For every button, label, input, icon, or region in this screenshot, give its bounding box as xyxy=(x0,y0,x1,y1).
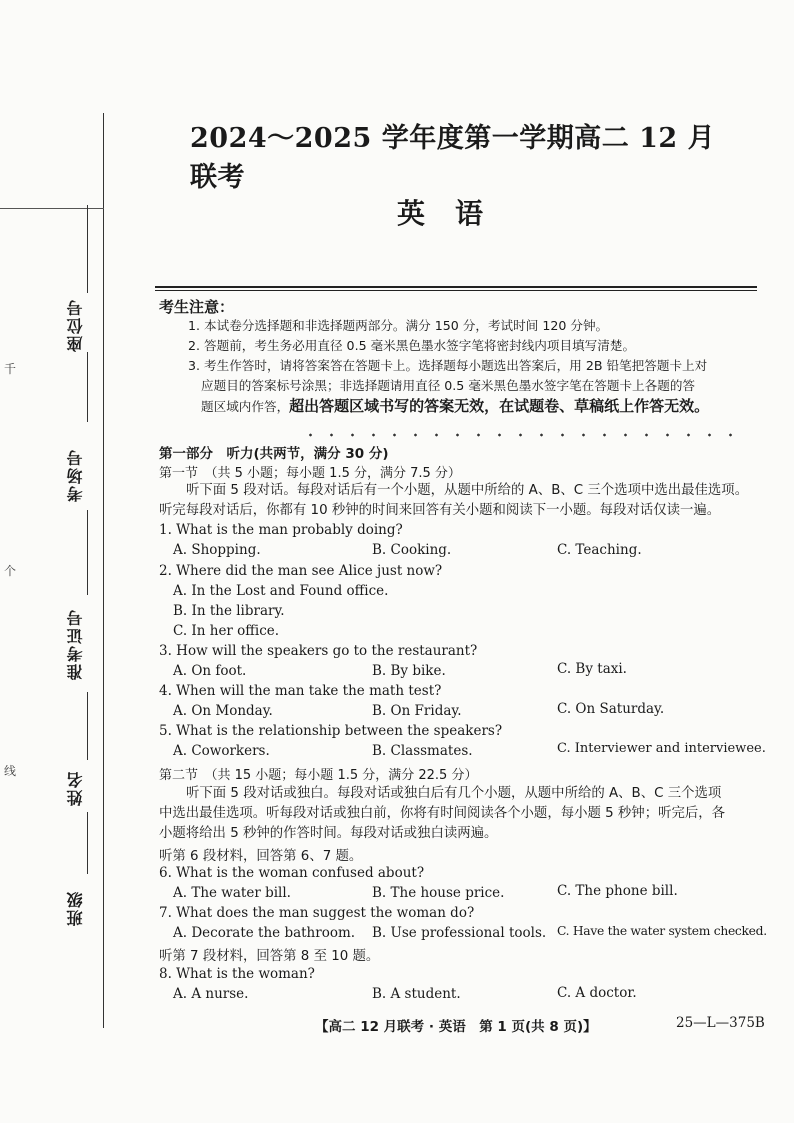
notice-heading: 考生注意： xyxy=(159,298,235,316)
section2-instruction-3: 小题将给出 5 秒钟的作答时间。每段对话或独白读两遍。 xyxy=(159,826,498,841)
field-class: 班级 xyxy=(66,890,85,926)
notice-item-3-end xyxy=(201,396,709,417)
section1-heading: 第一节 （共 5 小题；每小题 1.5 分，满分 7.5 分） xyxy=(159,466,461,481)
q1-stem: 1. What is the man probably doing? xyxy=(159,522,403,538)
q3-option-b: B. By bike. xyxy=(372,663,446,679)
edge-mark-3: 线 xyxy=(4,764,17,778)
edge-mark-1: 千 xyxy=(4,362,17,376)
paper-code: 25—L—375B xyxy=(676,1015,765,1031)
q5-option-c: C. Interviewer and interviewee. xyxy=(557,741,766,756)
q7-option-b: B. Use professional tools. xyxy=(372,925,547,941)
q8-option-b: B. A student. xyxy=(372,986,461,1002)
material-7-label: 听第 7 段材料，回答第 8 至 10 题。 xyxy=(159,949,380,964)
section1-instruction-2: 听完每段对话后，你都有 10 秒钟的时间来回答有关小题和阅读下一小题。每段对话仅读一遍。 xyxy=(159,503,721,518)
q4-stem: 4. When will the man take the math test? xyxy=(159,683,442,699)
notice-item-1: 1. 本试卷分选择题和非选择题两部分。满分 150 分，考试时间 120 分钟。 xyxy=(188,318,609,333)
field-room-number-line xyxy=(87,510,88,595)
field-seat-number-line-lower xyxy=(87,352,88,422)
edge-mark-2: 个 xyxy=(4,564,17,578)
field-name-line xyxy=(87,812,88,874)
q4-option-b: B. On Friday. xyxy=(372,703,462,719)
q1-option-b: B. Cooking. xyxy=(372,542,452,558)
page-footer: 【高二 12 月联考 · 英语 第 1 页(共 8 页)】 xyxy=(315,1019,597,1035)
q2-option-b: B. In the library. xyxy=(173,603,285,619)
section1-instruction-1: 听下面 5 段对话。每段对话后有一个小题，从题中所给的 A、B、C 三个选项中选出最佳选项。 xyxy=(186,483,749,498)
q5-option-b: B. Classmates. xyxy=(372,743,473,759)
q6-option-a: A. The water bill. xyxy=(173,885,291,901)
q7-stem: 7. What does the man suggest the woman do? xyxy=(159,905,475,921)
q5-stem: 5. What is the relationship between the speakers? xyxy=(159,723,503,739)
field-exam-id-line xyxy=(87,692,88,760)
binding-top-line xyxy=(0,208,104,209)
emphasis-dots xyxy=(300,433,740,437)
q7-option-a: A. Decorate the bathroom. xyxy=(173,925,356,941)
header-rule-thick xyxy=(155,286,757,288)
q8-option-c: C. A doctor. xyxy=(557,985,637,1001)
notice-item-2: 2. 答题前，考生务必用直径 0.5 毫米黑色墨水签字笔将密封线内项目填写清楚。 xyxy=(188,338,636,353)
q4-option-a: A. On Monday. xyxy=(173,703,273,719)
field-name: 姓名 xyxy=(66,770,85,806)
q3-stem: 3. How will the speakers go to the restaurant? xyxy=(159,643,478,659)
q2-stem: 2. Where did the man see Alice just now? xyxy=(159,563,443,579)
q6-option-b: B. The house price. xyxy=(372,885,505,901)
notice-emphasis: 超出答题区域书写的答案无效，在试题卷、草稿纸上作答无效。 xyxy=(289,397,710,415)
section2-instruction-1: 听下面 5 段对话或独白。每段对话或独白后有几个小题，从题中所给的 A、B、C 三个选项 xyxy=(186,786,722,801)
q7-option-c: C. Have the water system checked. xyxy=(557,924,767,938)
notice-item-3: 3. 考生作答时，请将答案答在答题卡上。选择题每小题选出答案后，用 2B 铅笔把答题卡上对 xyxy=(188,358,708,373)
section2-heading: 第二节 （共 15 小题；每小题 1.5 分，满分 22.5 分） xyxy=(159,768,478,783)
q8-option-a: A. A nurse. xyxy=(173,986,249,1002)
q4-option-c: C. On Saturday. xyxy=(557,701,665,717)
header-rule-thin xyxy=(155,290,757,291)
notice-item-3-cont: 应题目的答案标号涂黑；非选择题请用直径 0.5 毫米黑色墨水签字笔在答题卡上各题的答 xyxy=(201,378,696,393)
q3-option-a: A. On foot. xyxy=(173,663,247,679)
part1-heading: 第一部分 听力(共两节，满分 30 分) xyxy=(159,446,389,462)
q3-option-c: C. By taxi. xyxy=(557,661,627,677)
q1-option-c: C. Teaching. xyxy=(557,542,642,558)
section2-instruction-2: 中选出最佳选项。听每段对话或独白前，你将有时间阅读各个小题，每小题 5 秒钟；听完后，各 xyxy=(159,806,726,821)
binding-line xyxy=(103,113,104,1028)
q2-option-c: C. In her office. xyxy=(173,623,280,639)
field-room-number: 考场号 xyxy=(66,448,85,502)
q6-stem: 6. What is the woman confused about? xyxy=(159,865,425,881)
field-seat-number-line xyxy=(87,205,88,293)
exam-title: 2024～2025 学年度第一学期高二 12 月联考 xyxy=(190,123,716,193)
field-seat-number: 座位号 xyxy=(66,298,85,352)
q6-option-c: C. The phone bill. xyxy=(557,883,678,899)
q2-option-a: A. In the Lost and Found office. xyxy=(173,583,389,599)
q8-stem: 8. What is the woman? xyxy=(159,966,315,982)
exam-subject: 英语 xyxy=(397,197,514,230)
material-6-label: 听第 6 段材料，回答第 6、7 题。 xyxy=(159,849,363,864)
field-exam-id: 准考证号 xyxy=(66,608,85,680)
q1-option-a: A. Shopping. xyxy=(173,542,261,558)
q5-option-a: A. Coworkers. xyxy=(173,743,270,759)
notice-item-3-end-text: 题区域内作答， xyxy=(201,399,290,414)
